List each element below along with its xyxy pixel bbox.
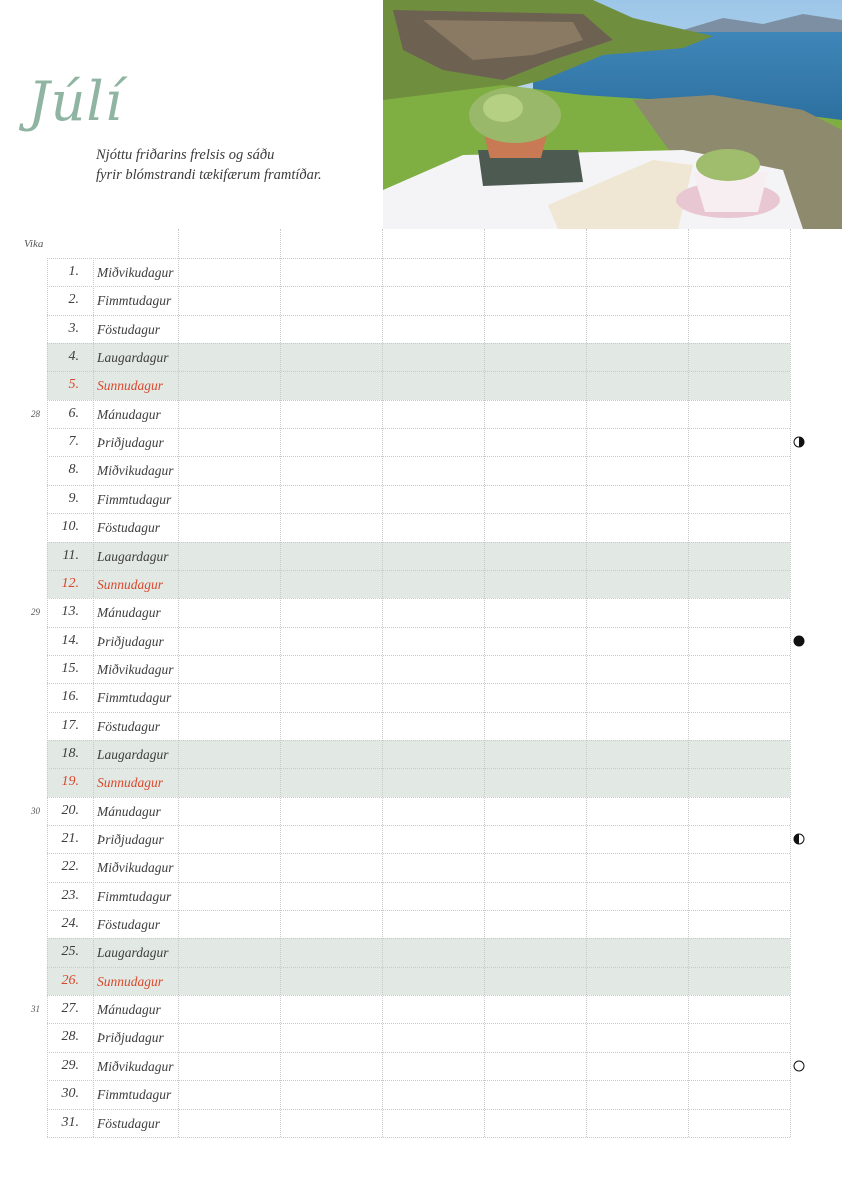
entry-cell[interactable] [178,740,280,768]
entry-cell[interactable] [586,286,688,314]
entry-cell[interactable] [688,570,790,598]
entry-cell[interactable] [688,825,790,853]
entry-cell[interactable] [382,995,484,1023]
day-name: Mánudagur [97,1002,161,1018]
entry-cell[interactable] [280,938,382,966]
entry-cell[interactable] [178,598,280,626]
entry-cell[interactable] [280,428,382,456]
day-name: Föstudagur [97,1115,161,1131]
entry-cell[interactable] [484,542,586,570]
new-moon-icon [793,635,805,647]
entry-cell[interactable] [484,1023,586,1051]
first-quarter-moon-icon [793,436,805,448]
day-name: Föstudagur [97,321,161,337]
landscape-photo [383,0,842,229]
day-number: 11. [62,547,79,563]
entry-cell[interactable] [382,456,484,484]
day-name: Sunnudagur [97,973,164,989]
day-name: Miðvikudagur [97,860,174,876]
entry-cell[interactable] [280,1080,382,1108]
entry-cell[interactable] [688,627,790,655]
day-number: 17. [61,717,79,733]
last-quarter-moon-icon [793,833,805,845]
entry-cell[interactable] [484,712,586,740]
week-number: 31 [31,1004,40,1015]
entry-cell[interactable] [280,598,382,626]
day-name: Föstudagur [97,718,161,734]
day-number: 31. [61,1114,79,1130]
entry-cell[interactable] [484,1080,586,1108]
entry-cell[interactable] [688,683,790,711]
entry-cell[interactable] [178,995,280,1023]
day-number: 16. [61,689,79,705]
entry-cell[interactable] [382,882,484,910]
entry-cell[interactable] [280,740,382,768]
entry-cell[interactable] [280,258,382,286]
day-name: Þriðjudagur [97,832,164,847]
month-title: Júlí [28,70,123,133]
full-moon-icon [793,1060,805,1072]
entry-cell[interactable] [178,938,280,966]
entry-cell[interactable] [484,683,586,711]
entry-cell[interactable] [586,542,688,570]
entry-cell[interactable] [586,371,688,399]
entry-cell[interactable] [178,910,280,938]
entry-cell[interactable] [382,627,484,655]
day-name: Laugardagur [97,746,169,762]
entry-cell[interactable] [484,910,586,938]
entry-cell[interactable] [280,712,382,740]
day-number: 27. [61,1001,79,1017]
entry-cell[interactable] [382,910,484,938]
entry-cell[interactable] [178,570,280,598]
entry-cell[interactable] [178,1080,280,1108]
entry-cell[interactable] [484,371,586,399]
entry-cell[interactable] [178,456,280,484]
entry-cell[interactable] [484,258,586,286]
entry-cell[interactable] [382,343,484,371]
entry-cell[interactable] [484,428,586,456]
entry-cell[interactable] [280,371,382,399]
entry-cell[interactable] [178,768,280,796]
day-number: 1. [68,264,79,279]
entry-cell[interactable] [382,768,484,796]
entry-cell[interactable] [280,343,382,371]
day-number: 28. [61,1029,79,1045]
day-number: 26. [61,972,79,988]
entry-cell[interactable] [586,938,688,966]
entry-cell[interactable] [178,286,280,314]
entry-cell[interactable] [280,683,382,711]
entry-cell[interactable] [382,1052,484,1080]
entry-cell[interactable] [178,343,280,371]
entry-cell[interactable] [484,315,586,343]
entry-cell[interactable] [178,1109,280,1137]
entry-cell[interactable] [586,315,688,343]
day-name: Þriðjudagur [97,435,164,451]
day-number: 10. [61,519,79,535]
entry-cell[interactable] [178,428,280,456]
entry-cell[interactable] [586,1023,688,1051]
entry-cell[interactable] [280,1109,382,1137]
entry-cell[interactable] [586,910,688,938]
entry-cell[interactable] [178,825,280,853]
entry-cell[interactable] [484,825,586,853]
entry-cell[interactable] [586,882,688,910]
day-name: Laugardagur [97,945,169,961]
day-name: Sunnudagur [97,775,164,791]
entry-cell[interactable] [382,655,484,683]
entry-cell[interactable] [280,825,382,853]
entry-cell[interactable] [484,740,586,768]
day-name: Þriðjudagur [97,1030,164,1046]
entry-cell[interactable] [280,768,382,796]
entry-cell[interactable] [178,485,280,513]
entry-cell[interactable] [178,542,280,570]
entry-cell[interactable] [586,655,688,683]
entry-cell[interactable] [382,1023,484,1051]
entry-cell[interactable] [586,428,688,456]
day-name: Miðvikudagur [97,265,174,280]
entry-cell[interactable] [280,967,382,995]
entry-cell[interactable] [688,371,790,399]
entry-cell[interactable] [178,627,280,655]
entry-cell[interactable] [484,967,586,995]
entry-cell[interactable] [484,627,586,655]
day-name: Fimmtudagur [97,491,172,507]
entry-cell[interactable] [382,938,484,966]
entry-cell[interactable] [688,513,790,541]
entry-cell[interactable] [178,797,280,825]
entry-cell[interactable] [280,853,382,881]
entry-cell[interactable] [280,400,382,428]
day-number: 7. [68,434,79,450]
day-name: Miðvikudagur [97,661,174,677]
entry-cell[interactable] [688,315,790,343]
entry-cell[interactable] [586,456,688,484]
entry-cell[interactable] [586,400,688,428]
day-number: 3. [68,320,79,336]
day-number: 23. [61,887,79,903]
entry-cell[interactable] [586,627,688,655]
entry-cell[interactable] [586,825,688,853]
day-name: Mánudagur [97,406,161,422]
entry-cell[interactable] [484,400,586,428]
day-number: 25. [61,944,79,960]
entry-cell[interactable] [484,655,586,683]
entry-cell[interactable] [280,513,382,541]
entry-cell[interactable] [280,485,382,513]
entry-cell[interactable] [484,598,586,626]
entry-cell[interactable] [688,286,790,314]
entry-cell[interactable] [280,315,382,343]
entry-cell[interactable] [586,967,688,995]
entry-cell[interactable] [178,655,280,683]
entry-cell[interactable] [382,371,484,399]
entry-cell[interactable] [688,258,790,286]
entry-cell[interactable] [280,910,382,938]
entry-cell[interactable] [688,428,790,456]
day-number: 4. [68,349,79,365]
entry-cell[interactable] [484,853,586,881]
entry-cell[interactable] [688,938,790,966]
entry-cell[interactable] [178,371,280,399]
entry-cell[interactable] [178,683,280,711]
week-number: 28 [31,408,40,419]
entry-cell[interactable] [688,995,790,1023]
day-number: 2. [68,292,79,308]
day-name: Sunnudagur [97,378,164,394]
day-name: Mánudagur [97,605,161,621]
day-name: Föstudagur [97,917,161,933]
entry-cell[interactable] [178,400,280,428]
entry-cell[interactable] [688,882,790,910]
entry-cell[interactable] [586,740,688,768]
entry-cell[interactable] [382,485,484,513]
day-name: Föstudagur [97,520,161,536]
entry-cell[interactable] [484,485,586,513]
entry-cell[interactable] [178,967,280,995]
day-name: Mánudagur [97,803,161,819]
entry-cell[interactable] [280,286,382,314]
entry-cell[interactable] [382,315,484,343]
entry-cell[interactable] [178,853,280,881]
entry-cell[interactable] [382,286,484,314]
entry-cell[interactable] [688,655,790,683]
entry-cell[interactable] [382,825,484,853]
entry-cell[interactable] [382,258,484,286]
day-name: Fimmtudagur [97,690,172,706]
entry-cell[interactable] [586,343,688,371]
entry-cell[interactable] [484,768,586,796]
entry-cell[interactable] [280,456,382,484]
entry-cell[interactable] [382,1109,484,1137]
entry-cell[interactable] [688,343,790,371]
entry-cell[interactable] [280,655,382,683]
entry-cell[interactable] [688,740,790,768]
entry-cell[interactable] [586,768,688,796]
entry-cell[interactable] [688,1080,790,1108]
day-number: 8. [68,462,79,478]
entry-cell[interactable] [484,938,586,966]
entry-cell[interactable] [280,882,382,910]
day-number: 5. [68,377,79,393]
entry-cell[interactable] [586,258,688,286]
entry-cell[interactable] [586,513,688,541]
entry-cell[interactable] [586,1052,688,1080]
entry-cell[interactable] [382,683,484,711]
entry-cell[interactable] [688,1052,790,1080]
entry-cell[interactable] [586,1080,688,1108]
entry-cell[interactable] [178,882,280,910]
entry-cell[interactable] [688,797,790,825]
day-name: Fimmtudagur [97,293,172,309]
entry-cell[interactable] [688,1109,790,1137]
column-divider [790,229,791,1137]
entry-cell[interactable] [586,995,688,1023]
entry-cell[interactable] [586,712,688,740]
entry-cell[interactable] [586,598,688,626]
entry-cell[interactable] [688,400,790,428]
day-name: Miðvikudagur [97,1058,174,1074]
entry-cell[interactable] [586,797,688,825]
entry-cell[interactable] [484,286,586,314]
entry-cell[interactable] [280,542,382,570]
day-name: Laugardagur [97,350,169,366]
entry-cell[interactable] [382,570,484,598]
day-name: Fimmtudagur [97,888,172,904]
entry-cell[interactable] [382,542,484,570]
entry-cell[interactable] [178,712,280,740]
entry-cell[interactable] [178,1052,280,1080]
entry-cell[interactable] [688,1023,790,1051]
entry-cell[interactable] [382,797,484,825]
entry-cell[interactable] [382,598,484,626]
entry-cell[interactable] [382,740,484,768]
entry-cell[interactable] [382,400,484,428]
entry-cell[interactable] [382,1080,484,1108]
entry-cell[interactable] [484,1109,586,1137]
day-name: Þriðjudagur [97,633,164,649]
entry-cell[interactable] [688,910,790,938]
entry-cell[interactable] [484,570,586,598]
day-name: Sunnudagur [97,576,164,592]
quote-line-1: Njóttu friðarins frelsis og sáðu [96,147,275,163]
day-name: Miðvikudagur [97,463,174,479]
day-number: 13. [61,604,79,620]
day-number: 29. [61,1057,79,1073]
day-number: 19. [61,774,79,790]
entry-cell[interactable] [484,797,586,825]
entry-cell[interactable] [280,1023,382,1051]
entry-cell[interactable] [484,456,586,484]
entry-cell[interactable] [484,995,586,1023]
entry-cell[interactable] [382,853,484,881]
entry-cell[interactable] [280,1052,382,1080]
entry-cell[interactable] [688,456,790,484]
row-divider [47,1137,790,1138]
day-number: 24. [61,916,79,932]
day-number: 6. [68,405,79,421]
entry-cell[interactable] [586,485,688,513]
entry-cell[interactable] [688,967,790,995]
entry-cell[interactable] [688,712,790,740]
entry-cell[interactable] [586,853,688,881]
month-quote [96,145,376,185]
day-number: 21. [61,831,79,846]
column-divider [93,258,94,1137]
entry-cell[interactable] [178,513,280,541]
day-number: 14. [61,632,79,648]
day-number: 18. [61,745,79,761]
day-number: 15. [61,660,79,676]
entry-cell[interactable] [688,485,790,513]
week-number: 29 [31,607,40,618]
day-name: Laugardagur [97,548,169,564]
entry-cell[interactable] [586,683,688,711]
entry-cell[interactable] [280,627,382,655]
day-number: 30. [61,1086,79,1102]
day-number: 12. [61,575,79,591]
entry-cell[interactable] [688,542,790,570]
entry-cell[interactable] [688,768,790,796]
entry-cell[interactable] [382,712,484,740]
entry-cell[interactable] [382,513,484,541]
entry-cell[interactable] [178,258,280,286]
entry-cell[interactable] [382,428,484,456]
entry-cell[interactable] [484,513,586,541]
day-name: Fimmtudagur [97,1087,172,1103]
entry-cell[interactable] [688,598,790,626]
week-number: 30 [31,805,40,816]
entry-cell[interactable] [280,570,382,598]
entry-cell[interactable] [586,570,688,598]
entry-cell[interactable] [382,967,484,995]
entry-cell[interactable] [280,797,382,825]
entry-cell[interactable] [484,1052,586,1080]
day-number: 22. [61,859,79,875]
entry-cell[interactable] [484,343,586,371]
entry-cell[interactable] [280,995,382,1023]
quote-line-2: fyrir blómstrandi tækifærum framtíðar. [96,167,322,183]
entry-cell[interactable] [484,882,586,910]
day-number: 9. [68,490,79,506]
entry-cell[interactable] [178,315,280,343]
entry-cell[interactable] [586,1109,688,1137]
week-column-header: Vika [24,238,44,250]
entry-cell[interactable] [688,853,790,881]
day-number: 20. [61,802,79,818]
entry-cell[interactable] [178,1023,280,1051]
